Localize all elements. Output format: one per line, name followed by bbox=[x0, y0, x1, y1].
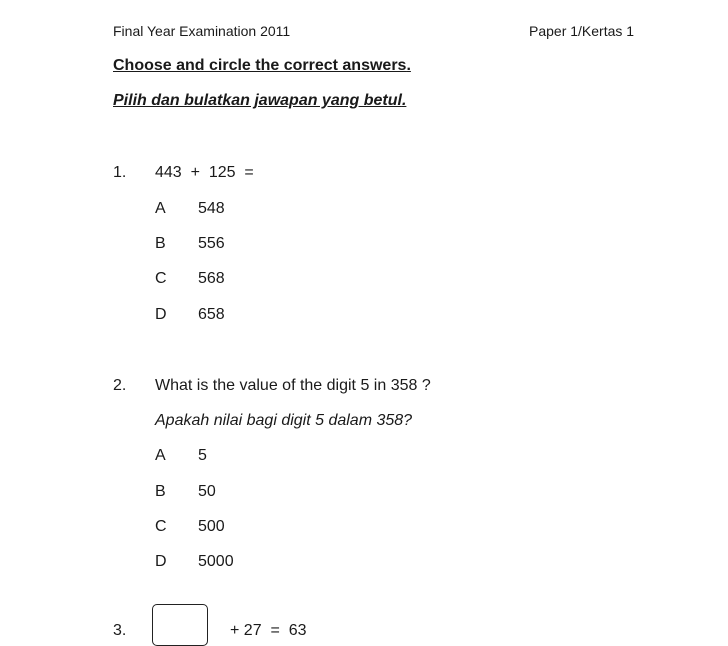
instruction-malay bbox=[113, 92, 406, 110]
q2-option-d-value[interactable]: 5000 bbox=[198, 553, 234, 570]
q2-option-a-value[interactable]: 5 bbox=[198, 447, 207, 464]
q1-option-d-value[interactable]: 658 bbox=[198, 306, 225, 323]
question-2-number: 2. bbox=[113, 377, 127, 394]
question-2-translation: Apakah nilai bagi digit 5 dalam 358? bbox=[155, 412, 413, 429]
question-3-number: 3. bbox=[113, 622, 127, 639]
q2-option-c-letter: C bbox=[155, 518, 167, 535]
q2-option-b-value[interactable]: 50 bbox=[198, 483, 216, 500]
q2-option-a-letter: A bbox=[155, 447, 166, 464]
question-3-text: + 27 = 63 bbox=[230, 622, 307, 639]
exam-title: Final Year Examination 2011 bbox=[113, 23, 291, 39]
instruction-english bbox=[113, 57, 411, 75]
instruction-english-text: Choose and circle the correct answers bbox=[113, 57, 407, 74]
q1-option-d-letter: D bbox=[155, 306, 167, 323]
q1-option-a-value[interactable]: 548 bbox=[198, 200, 225, 217]
q1-option-c-letter: C bbox=[155, 270, 167, 287]
q1-option-a-letter: A bbox=[155, 200, 166, 217]
question-2-text: What is the value of the digit 5 in 358 ? bbox=[155, 377, 431, 394]
question-1-text: 443 + 125 = bbox=[155, 164, 254, 181]
instruction-malay-period: . bbox=[401, 92, 407, 109]
q1-option-c-value[interactable]: 568 bbox=[198, 270, 225, 287]
q2-option-b-letter: B bbox=[155, 483, 166, 500]
question-1-number: 1. bbox=[113, 164, 127, 181]
q2-option-c-value[interactable]: 500 bbox=[198, 518, 225, 535]
paper-label: Paper 1/Kertas 1 bbox=[529, 23, 635, 39]
q1-option-b-value[interactable]: 556 bbox=[198, 235, 225, 252]
q2-option-d-letter: D bbox=[155, 553, 167, 570]
q1-option-b-letter: B bbox=[155, 235, 166, 252]
answer-box[interactable] bbox=[152, 604, 208, 646]
instruction-malay-text: Pilih dan bulatkan jawapan yang betul bbox=[113, 92, 402, 109]
instruction-english-period: . bbox=[406, 57, 411, 74]
